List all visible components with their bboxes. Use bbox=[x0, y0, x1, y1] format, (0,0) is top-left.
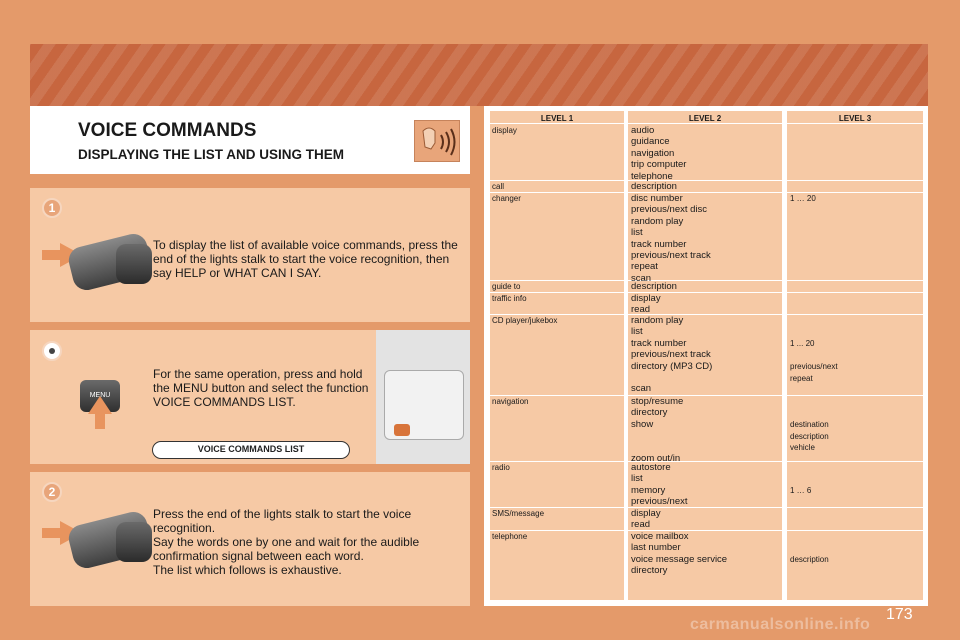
table-cell-l2: disc number previous/next disc random play list track number previous/next track repeat scan bbox=[631, 193, 711, 284]
table-cell-l2: voice mailbox last number voice message service directory bbox=[631, 531, 728, 577]
table-cell-l1: radio bbox=[492, 463, 510, 472]
voice-command-icon bbox=[414, 120, 460, 162]
voice-commands-list-label: VOICE COMMANDS LIST bbox=[152, 441, 350, 459]
table-row-divider bbox=[628, 123, 782, 124]
table-cell-l2: audio guidance navigation trip computer telephone bbox=[631, 125, 687, 182]
table-cell-l2: display read bbox=[631, 293, 661, 316]
table-cell-l2: stop/resume directory show zoom out/in bbox=[631, 396, 684, 465]
table-cell-l1: SMS/message bbox=[492, 509, 545, 518]
lights-stalk-tip bbox=[116, 522, 152, 562]
table-row-divider bbox=[787, 292, 923, 293]
table-cell-l3: 1 … 20 bbox=[790, 194, 816, 203]
header-level-3: LEVEL 3 bbox=[838, 114, 872, 123]
header-level-1: LEVEL 1 bbox=[540, 114, 574, 123]
menu-button-icon: MENU bbox=[80, 380, 120, 412]
step-1-text: To display the list of available voice commands, press the end of the lights stalk to start the voice recognition, then say HELP or WHAT CAN I SAY. bbox=[153, 238, 458, 280]
arrow-up-icon bbox=[88, 396, 112, 414]
header-level-2: LEVEL 2 bbox=[688, 114, 722, 123]
table-row-divider bbox=[787, 180, 923, 181]
table-cell-l3: destination description vehicle bbox=[790, 420, 829, 452]
decorative-chevron-band bbox=[30, 44, 928, 106]
table-cell-l1: CD player/jukebox bbox=[492, 316, 558, 325]
watermark: carmanualsonline.info bbox=[690, 616, 871, 633]
table-cell-l1: changer bbox=[492, 194, 521, 203]
table-cell-l1: display bbox=[492, 126, 517, 135]
table-cell-l2: description bbox=[631, 181, 677, 192]
table-cell-l2: description bbox=[631, 281, 677, 292]
page-number: 173 bbox=[886, 606, 913, 623]
table-cell-l1: call bbox=[492, 182, 505, 191]
table-cell-l3: 1 … 6 bbox=[790, 486, 812, 495]
page-subtitle: DISPLAYING THE LIST AND USING THEM bbox=[78, 147, 345, 162]
tip-text: For the same operation, press and hold the MENU button and select the function VOICE COMMANDS LIST. bbox=[153, 367, 369, 409]
table-row-divider bbox=[787, 123, 923, 124]
table-cell-l1: navigation bbox=[492, 397, 529, 406]
arrow-up-stem bbox=[95, 413, 105, 429]
table-cell-l2: autostore list memory previous/next bbox=[631, 462, 688, 508]
step-2-text: Press the end of the lights stalk to start the voice recognition. Say the words one by one and wait for the audible confirmation signal between each word. The list which follows is exhaustive. bbox=[153, 507, 420, 577]
step-2-badge: 2 bbox=[42, 482, 62, 502]
menu-key-highlight bbox=[394, 424, 410, 436]
table-cell-l1: traffic info bbox=[492, 294, 527, 303]
table-cell-l1: guide to bbox=[492, 282, 521, 291]
table-cell-l2: display read bbox=[631, 508, 661, 531]
table-cell-l3: 1 ... 20 previous/next repeat bbox=[790, 339, 838, 383]
sun-icon bbox=[42, 341, 62, 361]
page-title: VOICE COMMANDS bbox=[78, 120, 257, 141]
step-1-badge: 1 bbox=[42, 198, 62, 218]
table-cell-l3: description bbox=[790, 555, 829, 564]
table-row-divider bbox=[490, 123, 624, 124]
lights-stalk-tip bbox=[116, 244, 152, 284]
table-row-divider bbox=[787, 507, 923, 508]
table-row-divider bbox=[787, 280, 923, 281]
table-cell-l2: random play list track number previous/next track directory (MP3 CD) scan bbox=[631, 315, 713, 395]
table-cell-l1: telephone bbox=[492, 532, 528, 541]
